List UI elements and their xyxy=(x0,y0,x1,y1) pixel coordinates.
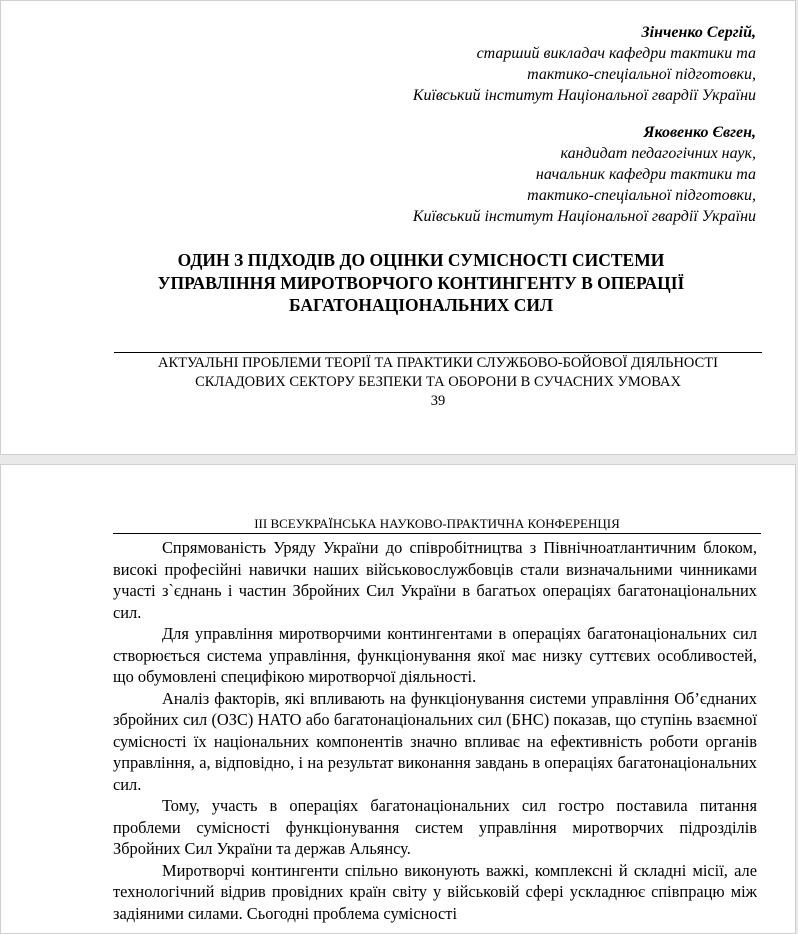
author-block-2 xyxy=(413,122,756,227)
paragraph: Для управління миротворчими контингентами в операціях багатонаціональних сил створюється система управління, функціонування якої має низку суттєвих особливостей, що обумовлені специфікою миротворчої діяльності. xyxy=(113,624,757,686)
body-text xyxy=(113,537,757,924)
paragraph: Спрямованість Уряду України до співробітництва з Північноатлантичним блоком, високі професійні навички наших військовослужбовців стали визначальними чинниками участі з`єднань і частин Збройних Сил України в багатьох операціях багатонаціональних сил. xyxy=(113,538,757,622)
author-affiliation-line: кандидат педагогічних наук, xyxy=(560,145,756,162)
author-affiliation-line: старший викладач кафедри тактики та xyxy=(476,45,756,62)
header-running-head: ІІІ ВСЕУКРАЇНСЬКА НАУКОВО-ПРАКТИЧНА КОНФЕРЕНЦІЯ xyxy=(254,516,620,531)
author-affiliation-line: тактико-спеціальної підготовки, xyxy=(527,66,756,83)
paragraph: Аналіз факторів, які впливають на функціонування системи управління Об’єднаних збройних сил (ОЗС) НАТО або багатонаціональних сил (БНС) показав, що ступінь взаємної сумісності їх національних компонентів значно впливає на ефективність роботи органів управління, а, відповідно, і на результат виконання завдань в операціях багатонаціональних сил. xyxy=(113,688,757,794)
author-affiliation-line: Київський інститут Національної гвардії України xyxy=(412,208,756,225)
footer-running-head xyxy=(114,354,762,392)
page-1 xyxy=(0,0,796,455)
article-title xyxy=(121,249,721,317)
author-name: Яковенко Євген, xyxy=(643,124,756,141)
paragraph: Миротворчі контингенти спільно виконують важкі, комплексні й складні місії, але технологічний відрив провідних країн світу у військовій сфері ускладнює співпрацю між задіяними силами. Сьогодні проблема сумісності xyxy=(113,860,757,923)
author-affiliation-line: начальник кафедри тактики та xyxy=(535,166,756,183)
footer-rule xyxy=(114,352,762,353)
author-block-1 xyxy=(413,22,756,106)
header-rule xyxy=(113,533,761,534)
author-name: Зінченко Сергій, xyxy=(641,24,756,41)
author-affiliation-line: Київський інститут Національної гвардії України xyxy=(412,87,756,104)
title-line: БАГАТОНАЦІОНАЛЬНИХ СИЛ xyxy=(288,295,554,315)
title-line: УПРАВЛІННЯ МИРОТВОРЧОГО КОНТИНГЕНТУ В ОПЕРАЦІЇ xyxy=(157,272,685,293)
title-line: ОДИН З ПІДХОДІВ ДО ОЦІНКИ СУМІСНОСТІ СИСТЕМИ xyxy=(177,250,665,270)
page-number: 39 xyxy=(430,393,446,409)
author-affiliation-line: тактико-спеціальної підготовки, xyxy=(527,187,756,204)
paragraph: Тому, участь в операціях багатонаціональних сил гостро поставила питання проблеми сумісності функціонування систем управління миротворчих підрозділів Збройних Сил України та держав Альянсу. xyxy=(113,796,757,858)
running-head-line: АКТУАЛЬНІ ПРОБЛЕМИ ТЕОРІЇ ТА ПРАКТИКИ СЛУЖБОВО-БОЙОВОЇ ДІЯЛЬНОСТІ xyxy=(158,355,718,371)
running-head-line: СКЛАДОВИХ СЕКТОРУ БЕЗПЕКИ ТА ОБОРОНИ В СУЧАСНИХ УМОВАХ xyxy=(195,374,681,390)
